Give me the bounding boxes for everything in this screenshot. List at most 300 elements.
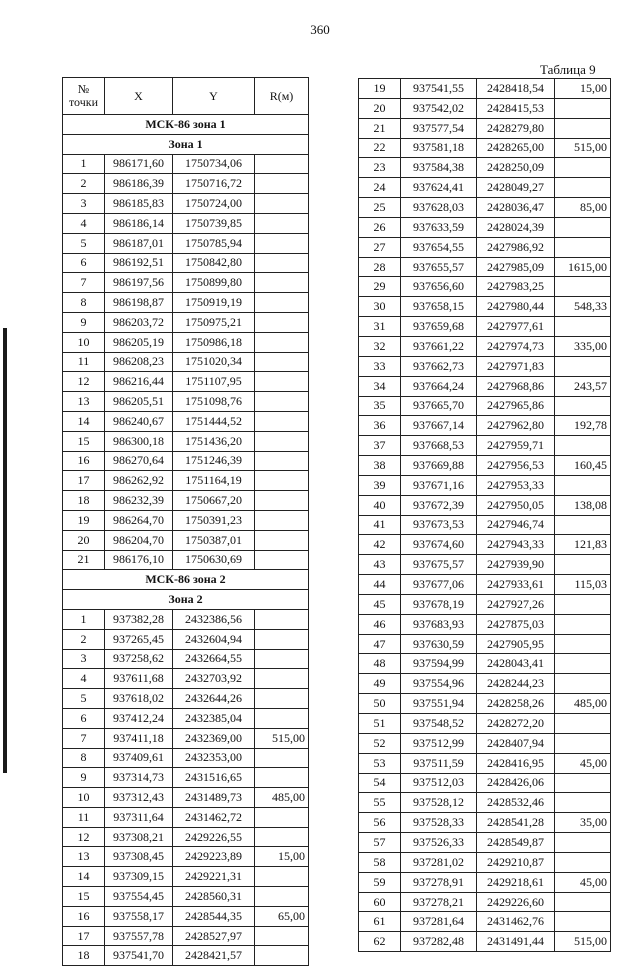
point-number-cell: 44	[359, 575, 401, 595]
point-number-cell: 49	[359, 674, 401, 694]
table-row	[63, 946, 309, 966]
x-coordinate-cell: 986205,51	[105, 392, 173, 412]
y-coordinate-cell: 2429226,60	[477, 892, 555, 912]
table-row	[63, 273, 309, 293]
point-number-cell: 42	[359, 535, 401, 555]
table-row	[359, 436, 611, 456]
table-caption: Таблица 9	[540, 62, 596, 77]
y-coordinate-cell: 1751098,76	[173, 392, 255, 412]
y-coordinate-cell: 2427968,86	[477, 376, 555, 396]
table-row	[359, 178, 611, 198]
table-row	[359, 714, 611, 734]
point-number-cell: 3	[63, 194, 105, 214]
y-coordinate-cell: 2427959,71	[477, 436, 555, 456]
radius-cell: 45,00	[555, 753, 611, 773]
y-coordinate-cell: 1751107,95	[173, 372, 255, 392]
radius-cell	[555, 555, 611, 575]
x-coordinate-cell: 937665,70	[401, 396, 477, 416]
x-coordinate-cell: 937282,48	[401, 932, 477, 952]
x-coordinate-cell: 937542,02	[401, 98, 477, 118]
y-coordinate-cell: 2427950,05	[477, 495, 555, 515]
x-coordinate-cell: 937312,43	[105, 788, 173, 808]
table-row	[63, 530, 309, 550]
radius-cell	[255, 154, 309, 174]
y-coordinate-cell: 2427965,86	[477, 396, 555, 416]
point-number-cell: 25	[359, 198, 401, 218]
point-number-cell: 48	[359, 654, 401, 674]
radius-cell	[555, 654, 611, 674]
point-number-cell: 11	[63, 807, 105, 827]
x-coordinate-cell: 937308,21	[105, 827, 173, 847]
point-number-cell: 37	[359, 436, 401, 456]
point-number-cell: 5	[63, 689, 105, 709]
radius-cell	[555, 277, 611, 297]
table-row	[359, 773, 611, 793]
point-number-cell: 57	[359, 833, 401, 853]
x-coordinate-cell: 937624,41	[401, 178, 477, 198]
table-row	[63, 431, 309, 451]
point-number-cell: 17	[63, 471, 105, 491]
x-coordinate-cell: 937541,55	[401, 79, 477, 99]
y-coordinate-cell: 2428416,95	[477, 753, 555, 773]
table-row	[359, 674, 611, 694]
radius-cell	[255, 273, 309, 293]
table-header-row	[63, 78, 309, 115]
table-row	[359, 456, 611, 476]
section-row	[63, 590, 309, 610]
point-number-cell: 9	[63, 312, 105, 332]
radius-cell	[555, 317, 611, 337]
y-coordinate-cell: 2428407,94	[477, 733, 555, 753]
table-row	[359, 912, 611, 932]
radius-cell	[255, 649, 309, 669]
x-coordinate-cell: 937664,24	[401, 376, 477, 396]
radius-cell	[555, 594, 611, 614]
table-row	[359, 932, 611, 952]
y-coordinate-cell: 2428244,23	[477, 674, 555, 694]
margin-bar	[3, 328, 7, 773]
page-number: 360	[310, 22, 330, 37]
radius-cell	[555, 852, 611, 872]
radius-cell: 243,57	[555, 376, 611, 396]
x-coordinate-cell: 937630,59	[401, 634, 477, 654]
header-num-symbol: №	[77, 82, 90, 96]
y-coordinate-cell: 2428541,28	[477, 813, 555, 833]
section-msk-zone1: МСК-86 зона 1	[63, 115, 309, 135]
table-row	[359, 118, 611, 138]
x-coordinate-cell: 937672,39	[401, 495, 477, 515]
table-row	[359, 277, 611, 297]
y-coordinate-cell: 1750842,80	[173, 253, 255, 273]
table-row	[63, 154, 309, 174]
point-number-cell: 51	[359, 714, 401, 734]
y-coordinate-cell: 1750785,94	[173, 233, 255, 253]
point-number-cell: 14	[63, 867, 105, 887]
y-coordinate-cell: 1750724,00	[173, 194, 255, 214]
radius-cell	[255, 768, 309, 788]
point-number-cell: 13	[63, 392, 105, 412]
radius-cell	[255, 293, 309, 313]
x-coordinate-cell: 937594,99	[401, 654, 477, 674]
table-row	[63, 332, 309, 352]
y-coordinate-cell: 2432386,56	[173, 609, 255, 629]
table-row	[63, 689, 309, 709]
x-coordinate-cell: 937278,91	[401, 872, 477, 892]
point-number-cell: 7	[63, 273, 105, 293]
x-coordinate-cell: 937309,15	[105, 867, 173, 887]
y-coordinate-cell: 1750716,72	[173, 174, 255, 194]
y-coordinate-cell: 2427986,92	[477, 237, 555, 257]
x-coordinate-cell: 937678,19	[401, 594, 477, 614]
point-number-cell: 17	[63, 926, 105, 946]
x-coordinate-cell: 937659,68	[401, 317, 477, 337]
y-coordinate-cell: 2429223,89	[173, 847, 255, 867]
y-coordinate-cell: 1750391,23	[173, 510, 255, 530]
y-coordinate-cell: 2428544,35	[173, 906, 255, 926]
point-number-cell: 4	[63, 669, 105, 689]
point-number-cell: 7	[63, 728, 105, 748]
table-row	[63, 174, 309, 194]
x-coordinate-cell: 937412,24	[105, 708, 173, 728]
x-coordinate-cell: 986186,39	[105, 174, 173, 194]
table-row	[359, 396, 611, 416]
table-row	[63, 867, 309, 887]
point-number-cell: 53	[359, 753, 401, 773]
radius-cell	[555, 733, 611, 753]
radius-cell	[255, 609, 309, 629]
x-coordinate-cell: 937526,33	[401, 833, 477, 853]
x-coordinate-cell: 986264,70	[105, 510, 173, 530]
x-coordinate-cell: 986240,67	[105, 411, 173, 431]
y-coordinate-cell: 2427943,33	[477, 535, 555, 555]
x-coordinate-cell: 986198,87	[105, 293, 173, 313]
y-coordinate-cell: 2427939,90	[477, 555, 555, 575]
x-coordinate-cell: 937656,60	[401, 277, 477, 297]
point-number-cell: 15	[63, 887, 105, 907]
table-row	[359, 158, 611, 178]
point-number-cell: 38	[359, 456, 401, 476]
point-number-cell: 5	[63, 233, 105, 253]
point-number-cell: 23	[359, 158, 401, 178]
radius-cell	[555, 634, 611, 654]
point-number-cell: 20	[359, 98, 401, 118]
y-coordinate-cell: 2427953,33	[477, 475, 555, 495]
section-msk-zone2: МСК-86 зона 2	[63, 570, 309, 590]
radius-cell	[255, 213, 309, 233]
radius-cell	[555, 98, 611, 118]
x-coordinate-cell: 937611,68	[105, 669, 173, 689]
point-number-cell: 2	[63, 629, 105, 649]
radius-cell	[255, 807, 309, 827]
point-number-cell: 29	[359, 277, 401, 297]
point-number-cell: 6	[63, 708, 105, 728]
table-row	[359, 694, 611, 714]
point-number-cell: 1	[63, 609, 105, 629]
table-row	[359, 614, 611, 634]
point-number-cell: 10	[63, 788, 105, 808]
point-number-cell: 43	[359, 555, 401, 575]
header-x: X	[105, 78, 173, 115]
point-number-cell: 14	[63, 411, 105, 431]
x-coordinate-cell: 986205,19	[105, 332, 173, 352]
table-row	[63, 392, 309, 412]
radius-cell	[555, 714, 611, 734]
x-coordinate-cell: 937265,45	[105, 629, 173, 649]
point-number-cell: 33	[359, 356, 401, 376]
point-number-cell: 24	[359, 178, 401, 198]
radius-cell: 15,00	[555, 79, 611, 99]
coordinates-table-left	[62, 77, 309, 966]
radius-cell	[255, 689, 309, 709]
radius-cell: 85,00	[555, 198, 611, 218]
x-coordinate-cell: 986171,60	[105, 154, 173, 174]
table-row	[359, 515, 611, 535]
y-coordinate-cell: 2431462,76	[477, 912, 555, 932]
point-number-cell: 1	[63, 154, 105, 174]
radius-cell	[255, 312, 309, 332]
x-coordinate-cell: 986197,56	[105, 273, 173, 293]
radius-cell: 65,00	[255, 906, 309, 926]
table-row	[359, 872, 611, 892]
y-coordinate-cell: 1750630,69	[173, 550, 255, 570]
y-coordinate-cell: 2428258,26	[477, 694, 555, 714]
point-number-cell: 34	[359, 376, 401, 396]
radius-cell	[255, 550, 309, 570]
x-coordinate-cell: 937558,17	[105, 906, 173, 926]
x-coordinate-cell: 937311,64	[105, 807, 173, 827]
x-coordinate-cell: 937314,73	[105, 768, 173, 788]
y-coordinate-cell: 1751164,19	[173, 471, 255, 491]
table-row	[359, 297, 611, 317]
y-coordinate-cell: 2427956,53	[477, 456, 555, 476]
x-coordinate-cell: 937528,12	[401, 793, 477, 813]
point-number-cell: 36	[359, 416, 401, 436]
y-coordinate-cell: 2427985,09	[477, 257, 555, 277]
radius-cell: 35,00	[555, 813, 611, 833]
y-coordinate-cell: 2432644,26	[173, 689, 255, 709]
radius-cell	[255, 708, 309, 728]
y-coordinate-cell: 2428049,27	[477, 178, 555, 198]
table-row	[359, 138, 611, 158]
x-coordinate-cell: 937667,14	[401, 416, 477, 436]
table-row	[63, 847, 309, 867]
table-row	[63, 510, 309, 530]
radius-cell: 115,03	[555, 575, 611, 595]
table-row	[63, 788, 309, 808]
radius-cell	[255, 669, 309, 689]
y-coordinate-cell: 2427927,26	[477, 594, 555, 614]
point-number-cell: 39	[359, 475, 401, 495]
x-coordinate-cell: 937658,15	[401, 297, 477, 317]
radius-cell	[255, 411, 309, 431]
point-number-cell: 58	[359, 852, 401, 872]
point-number-cell: 46	[359, 614, 401, 634]
radius-cell	[555, 158, 611, 178]
radius-cell: 335,00	[555, 336, 611, 356]
table-row	[63, 629, 309, 649]
y-coordinate-cell: 1751246,39	[173, 451, 255, 471]
point-number-cell: 12	[63, 827, 105, 847]
y-coordinate-cell: 2431491,44	[477, 932, 555, 952]
radius-cell: 515,00	[555, 138, 611, 158]
point-number-cell: 12	[63, 372, 105, 392]
radius-cell	[555, 614, 611, 634]
x-coordinate-cell: 937654,55	[401, 237, 477, 257]
radius-cell	[255, 827, 309, 847]
x-coordinate-cell: 937577,54	[401, 118, 477, 138]
y-coordinate-cell: 2428426,06	[477, 773, 555, 793]
table-row	[359, 237, 611, 257]
y-coordinate-cell: 2427980,44	[477, 297, 555, 317]
x-coordinate-cell: 937584,38	[401, 158, 477, 178]
radius-cell: 121,83	[555, 535, 611, 555]
x-coordinate-cell: 986185,83	[105, 194, 173, 214]
x-coordinate-cell: 986262,92	[105, 471, 173, 491]
x-coordinate-cell: 937512,99	[401, 733, 477, 753]
radius-cell	[255, 174, 309, 194]
y-coordinate-cell: 1751436,20	[173, 431, 255, 451]
radius-cell	[255, 491, 309, 511]
point-number-cell: 40	[359, 495, 401, 515]
y-coordinate-cell: 2427875,03	[477, 614, 555, 634]
y-coordinate-cell: 2432664,55	[173, 649, 255, 669]
radius-cell	[555, 833, 611, 853]
point-number-cell: 27	[359, 237, 401, 257]
y-coordinate-cell: 2428279,80	[477, 118, 555, 138]
table-row	[359, 257, 611, 277]
y-coordinate-cell: 2427905,95	[477, 634, 555, 654]
radius-cell	[555, 436, 611, 456]
table-row	[63, 550, 309, 570]
y-coordinate-cell: 2427977,61	[477, 317, 555, 337]
table-row	[359, 654, 611, 674]
table-row	[359, 79, 611, 99]
table-row	[359, 535, 611, 555]
radius-cell	[255, 233, 309, 253]
point-number-cell: 52	[359, 733, 401, 753]
radius-cell	[555, 674, 611, 694]
y-coordinate-cell: 1750919,19	[173, 293, 255, 313]
y-coordinate-cell: 2427971,83	[477, 356, 555, 376]
table-row	[359, 98, 611, 118]
x-coordinate-cell: 937308,45	[105, 847, 173, 867]
radius-cell	[255, 431, 309, 451]
radius-cell	[555, 515, 611, 535]
point-number-cell: 21	[359, 118, 401, 138]
x-coordinate-cell: 986204,70	[105, 530, 173, 550]
point-number-cell: 35	[359, 396, 401, 416]
radius-cell	[255, 194, 309, 214]
x-coordinate-cell: 937683,93	[401, 614, 477, 634]
point-number-cell: 61	[359, 912, 401, 932]
point-number-cell: 15	[63, 431, 105, 451]
y-coordinate-cell: 2429226,55	[173, 827, 255, 847]
radius-cell	[255, 451, 309, 471]
table-row	[63, 471, 309, 491]
x-coordinate-cell: 937628,03	[401, 198, 477, 218]
y-coordinate-cell: 2428527,97	[173, 926, 255, 946]
table-row	[63, 906, 309, 926]
radius-cell	[555, 912, 611, 932]
table-row	[63, 411, 309, 431]
y-coordinate-cell: 1750975,21	[173, 312, 255, 332]
table-row	[63, 293, 309, 313]
radius-cell	[255, 332, 309, 352]
x-coordinate-cell: 937554,96	[401, 674, 477, 694]
point-number-cell: 16	[63, 451, 105, 471]
y-coordinate-cell: 2428415,53	[477, 98, 555, 118]
point-number-cell: 10	[63, 332, 105, 352]
x-coordinate-cell: 986232,39	[105, 491, 173, 511]
table-row	[359, 475, 611, 495]
y-coordinate-cell: 2427983,25	[477, 277, 555, 297]
x-coordinate-cell: 937382,28	[105, 609, 173, 629]
table-row	[359, 753, 611, 773]
radius-cell	[555, 475, 611, 495]
header-radius: R(м)	[255, 78, 309, 115]
point-number-cell: 9	[63, 768, 105, 788]
point-number-cell: 47	[359, 634, 401, 654]
table-row	[359, 336, 611, 356]
table-row	[359, 733, 611, 753]
table-row	[359, 793, 611, 813]
y-coordinate-cell: 1750739,85	[173, 213, 255, 233]
y-coordinate-cell: 2429218,61	[477, 872, 555, 892]
section-zone2: Зона 2	[63, 590, 309, 610]
y-coordinate-cell: 2427946,74	[477, 515, 555, 535]
x-coordinate-cell: 937661,22	[401, 336, 477, 356]
radius-cell	[555, 118, 611, 138]
header-point-number	[63, 78, 105, 115]
x-coordinate-cell: 937633,59	[401, 217, 477, 237]
point-number-cell: 19	[359, 79, 401, 99]
y-coordinate-cell: 2428265,00	[477, 138, 555, 158]
radius-cell	[255, 352, 309, 372]
table-row	[359, 813, 611, 833]
radius-cell	[255, 629, 309, 649]
point-number-cell: 32	[359, 336, 401, 356]
radius-cell	[555, 773, 611, 793]
y-coordinate-cell: 2428043,41	[477, 654, 555, 674]
point-number-cell: 62	[359, 932, 401, 952]
table-row	[359, 356, 611, 376]
table-row	[63, 213, 309, 233]
x-coordinate-cell: 937673,53	[401, 515, 477, 535]
radius-cell	[555, 217, 611, 237]
x-coordinate-cell: 937674,60	[401, 535, 477, 555]
radius-cell: 15,00	[255, 847, 309, 867]
table-row	[63, 451, 309, 471]
x-coordinate-cell: 937675,57	[401, 555, 477, 575]
y-coordinate-cell: 2429221,31	[173, 867, 255, 887]
y-coordinate-cell: 1751444,52	[173, 411, 255, 431]
table-row	[63, 926, 309, 946]
radius-cell: 485,00	[255, 788, 309, 808]
x-coordinate-cell: 986300,18	[105, 431, 173, 451]
table-row	[359, 317, 611, 337]
point-number-cell: 31	[359, 317, 401, 337]
x-coordinate-cell: 937411,18	[105, 728, 173, 748]
x-coordinate-cell: 986270,64	[105, 451, 173, 471]
y-coordinate-cell: 2428421,57	[173, 946, 255, 966]
x-coordinate-cell: 937258,62	[105, 649, 173, 669]
table-row	[359, 892, 611, 912]
x-coordinate-cell: 937662,73	[401, 356, 477, 376]
radius-cell	[255, 946, 309, 966]
point-number-cell: 41	[359, 515, 401, 535]
table-row	[63, 669, 309, 689]
radius-cell	[255, 372, 309, 392]
